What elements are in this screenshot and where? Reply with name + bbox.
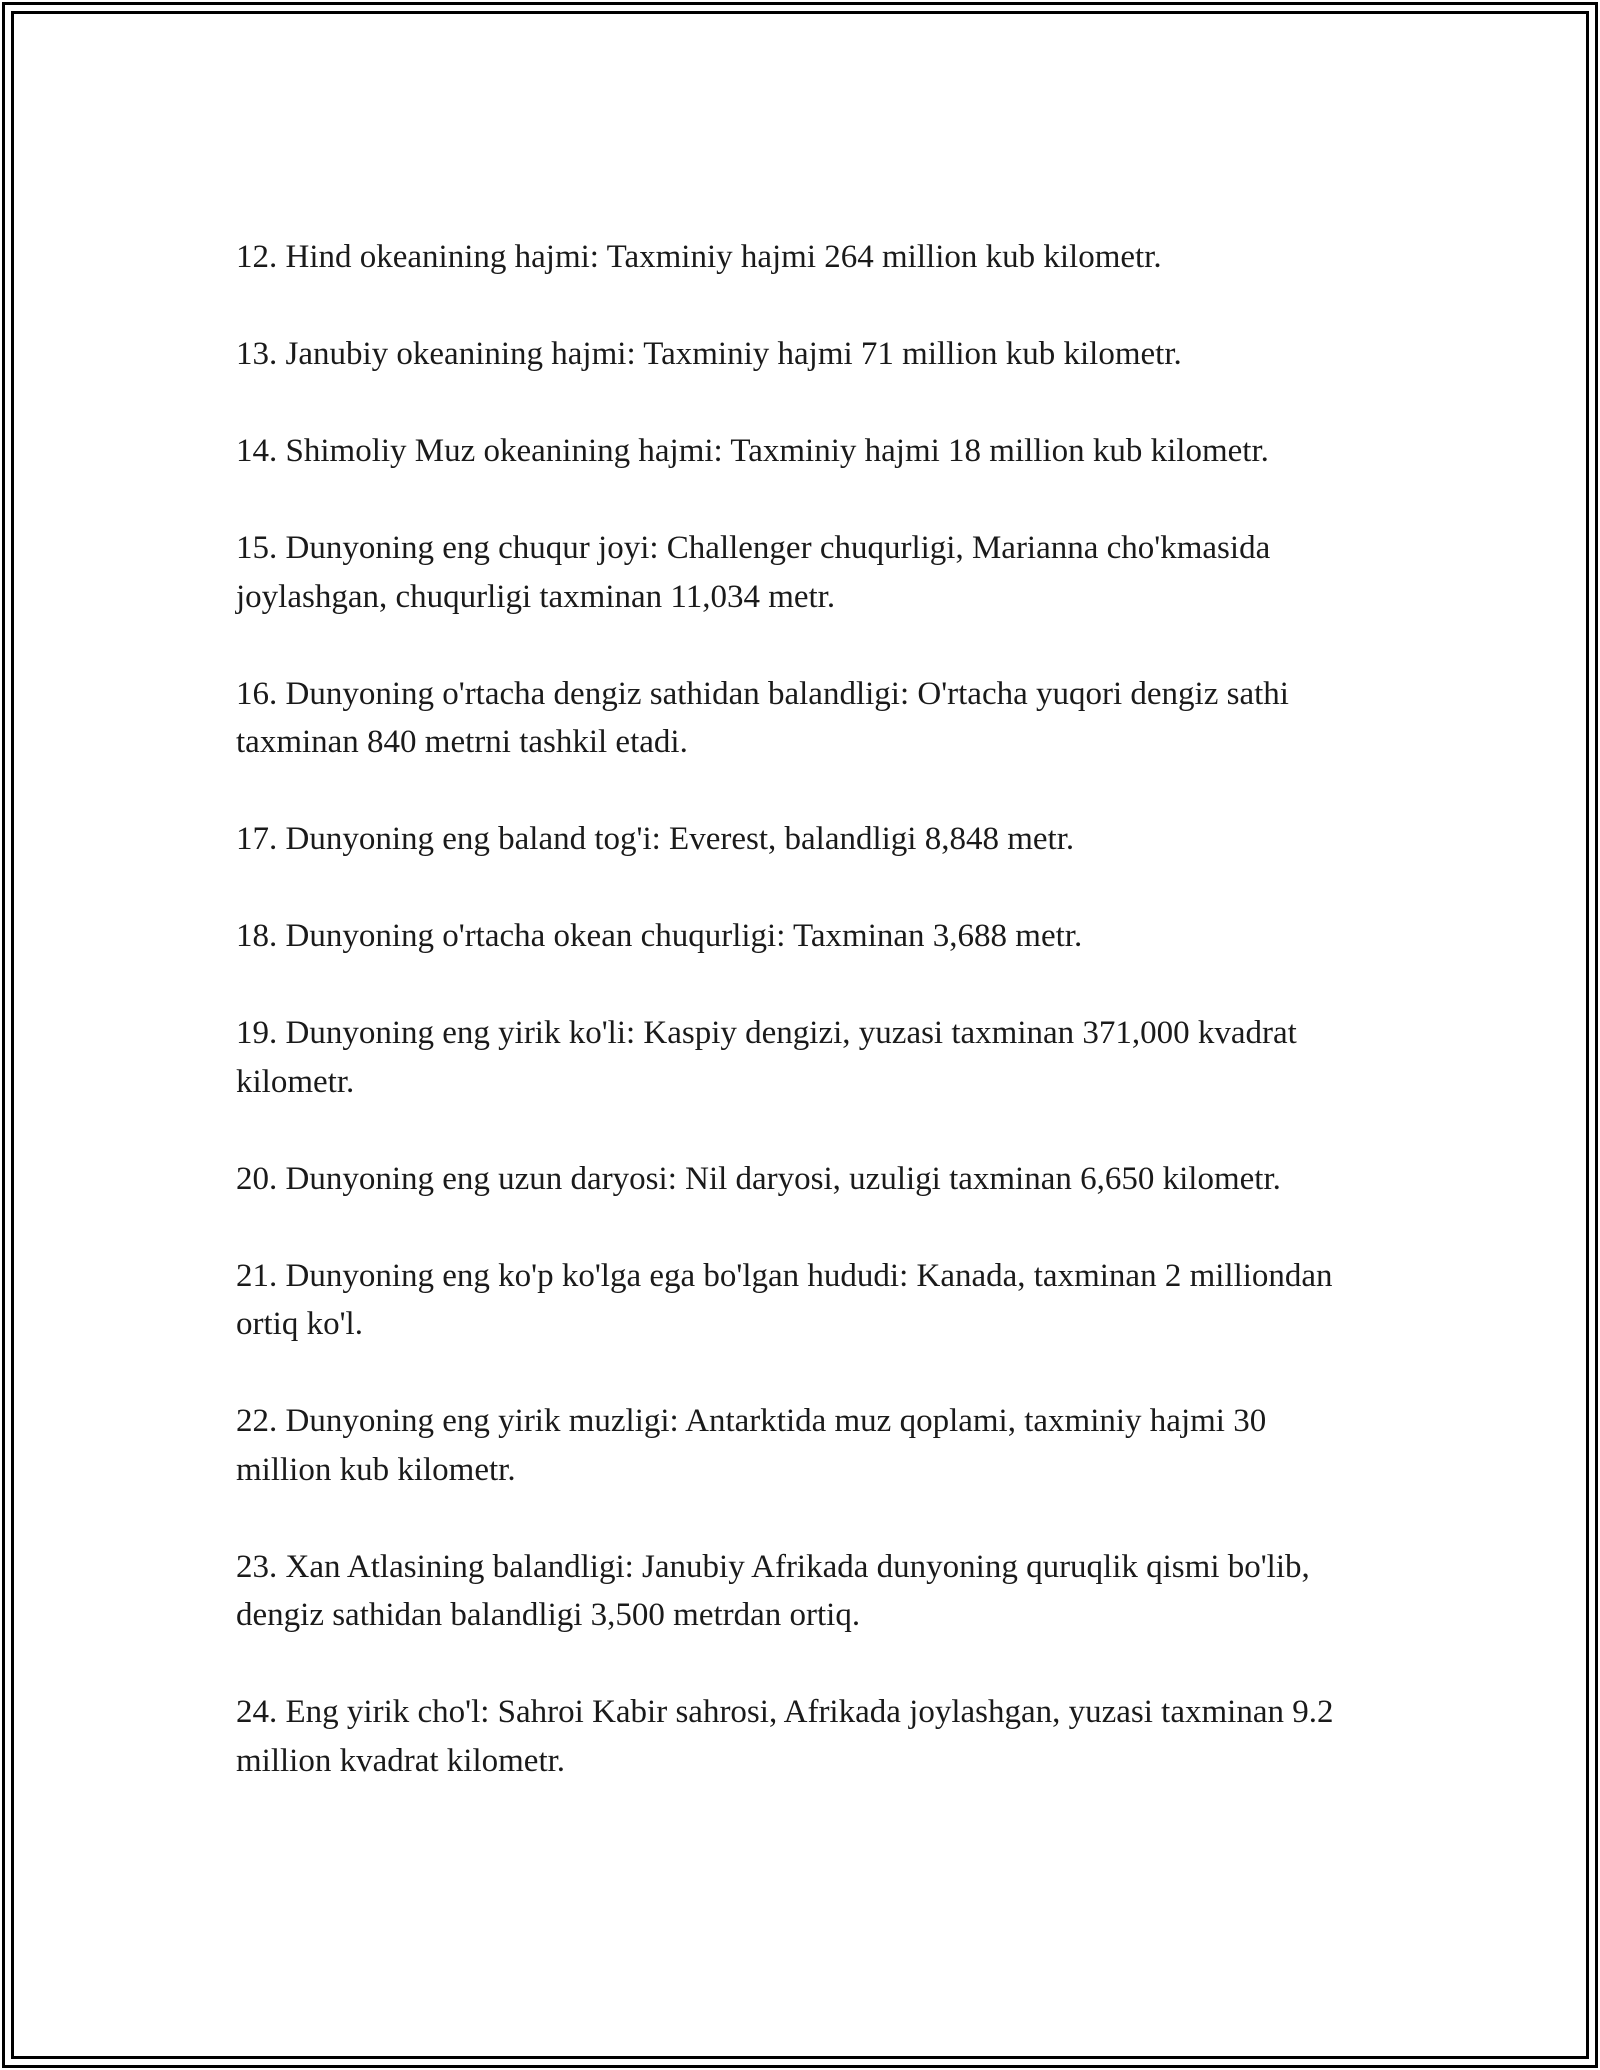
list-item-17: 17. Dunyoning eng baland tog'i: Everest, balandligi 8,848 metr. [236,821,1075,857]
list-item-16: 16. Dunyoning o'rtacha dengiz sathidan balandligi: O'rtacha yuqori dengiz sathi taxminan 840 metrni tashkil etadi. [236,675,1289,760]
list-item-12: 12. Hind okeanining hajmi: Taxminiy hajmi 264 million kub kilometr. [236,239,1162,275]
list-item-21: 21. Dunyoning eng ko'p ko'lga ega bo'lgan hududi: Kanada, taxminan 2 milliondan ortiq ko'l. [236,1257,1333,1342]
list-item-13: 13. Janubiy okeanining hajmi: Taxminiy hajmi 71 million kub kilometr. [236,336,1182,372]
list-item-20: 20. Dunyoning eng uzun daryosi: Nil daryosi, uzuligi taxminan 6,650 kilometr. [236,1160,1281,1197]
list-item-23: 23. Xan Atlasining balandligi: Janubiy Afrikada dunyoning quruqlik qismi bo'lib, dengiz sathidan balandligi 3,500 metrdan ortiq. [236,1548,1310,1633]
list-item-22: 22. Dunyoning eng yirik muzligi: Antarktida muz qoplami, taxminiy hajmi 30 million kub kilometr. [236,1403,1267,1488]
document-body [236,233,1356,1834]
list-item-24: 24. Eng yirik cho'l: Sahroi Kabir sahrosi, Afrikada joylashgan, yuzasi taxminan 9.2 million kvadrat kilometr. [236,1694,1334,1779]
list-item-14: 14. Shimoliy Muz okeanining hajmi: Taxminiy hajmi 18 million kub kilometr. [236,433,1269,469]
list-item-18: 18. Dunyoning o'rtacha okean chuqurligi: Taxminan 3,688 metr. [236,918,1083,954]
list-item-15: 15. Dunyoning eng chuqur joyi: Challenger chuqurligi, Marianna cho'kmasida joylashgan, chuqurligi taxminan 11,034 metr. [236,530,1271,615]
list-item-19: 19. Dunyoning eng yirik ko'li: Kaspiy dengizi, yuzasi taxminan 371,000 kvadrat kilometr. [236,1015,1297,1100]
